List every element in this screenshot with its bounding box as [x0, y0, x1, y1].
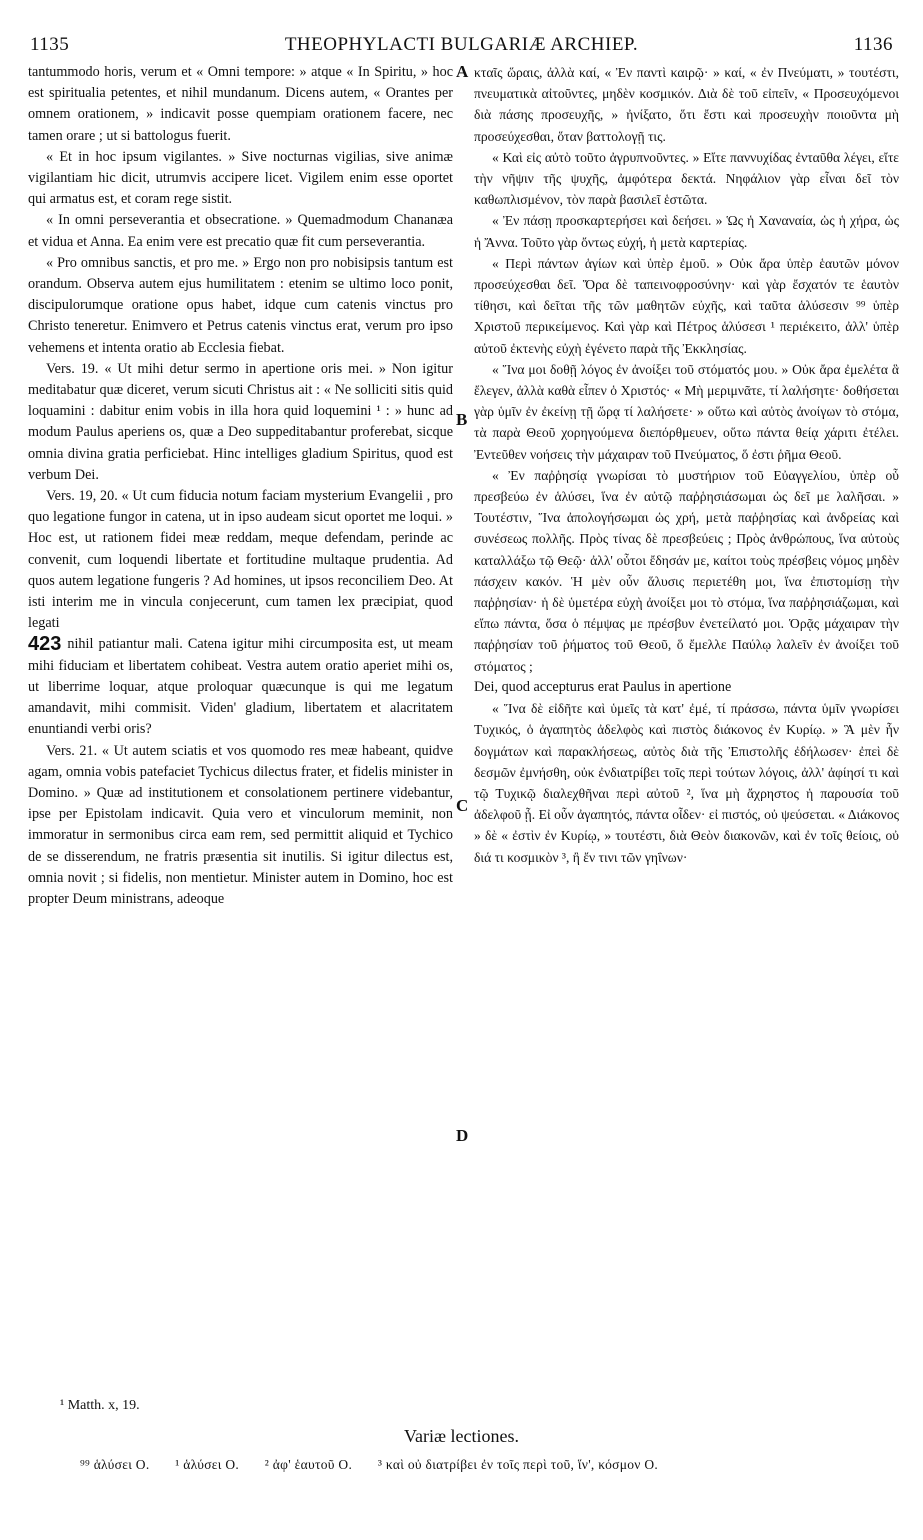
variant-reading: ⁹⁹ ἁλύσει O. — [80, 1457, 150, 1472]
page-number-left: 1135 — [30, 34, 70, 55]
section-marker-c: C — [456, 796, 469, 815]
variant-reading: ³ καὶ οὐ διατρίβει ἐν τοῖς περὶ τοῦ, ἵν', κόσμον O. — [377, 1457, 659, 1472]
variae-lectiones — [80, 1457, 680, 1473]
variae-lectiones-title: Variæ lectiones. — [404, 1426, 519, 1446]
greek-paragraph: « Περὶ πάντων ἁγίων καὶ ὑπὲρ ἐμοῦ. » Οὐκ ἄρα ὑπὲρ ἑαυτῶν μόνον προσεύχεσθαι δεῖ. Ὅρα δὲ ταπεινοφροσύνην· καὶ γὰρ ἔσχατόν τε ἑαυτὸν τίθησι, καὶ δεῖται τῆς τῶν μαθητῶν εὐχῆς, καὶ ταῦτα ἁλύσεσιν ⁹⁹ ὑπὲρ Χριστοῦ περικείμενος. Καὶ γὰρ καὶ Πέτρος ἁλύσεσι ¹ περιέκειτο, ἀλλ' ὑπὲρ αὐτοῦ ἐκτενὴς εὐχὴ ἐγένετο παρὰ τῆς Ἐκκλησίας. — [474, 255, 899, 356]
greek-paragraph: « Ἵνα δὲ εἰδῆτε καὶ ὑμεῖς τὰ κατ' ἐμέ, τί πράσσω, πάντα ὑμῖν γνωρίσει Τυχικός, ὁ ἀγαπητὸς ἀδελφὸς καὶ πιστὸς διάκονος ἐν Κυρίῳ. » Ἃ μὲν ἦν δογμάτων καὶ παρακλήσεως, αὐτὸς διὰ τῆς Ἐπιστολῆς ἐδήλωσεν· ἐπεὶ δὲ δεσμῶν ἐμνήσθη, οὐκ ἐνδιατρίβει τοῖς περὶ τούτων λόγοις, ἀλλ' ἀφίησί τι καὶ τῷ Τυχικῷ διαλεχθῆναι περὶ αὐτοῦ ², ἵνα μὴ ἄχρηστος ἡ παρουσία τοῦ ἀδελφοῦ ᾖ. Εἰ οὖν ἀγαπητός, πάντα οἶδεν· εἰ πιστός, οὐ ψεύσεται. « Διάκονος » δὲ « ἐστὶν ἐν Κυρίῳ, » τουτέστι, διὰ Θεὸν διακονῶν, καὶ ἐν τοῖς θείοις, οὐ διά τι κοσμικὸν ³, ἢ ἔν τινι τῶν γηΐνων· — [474, 701, 899, 865]
greek-paragraph: κταῖς ὥραις, ἀλλὰ καί, « Ἐν παντὶ καιρῷ· » καί, « ἐν Πνεύματι, » τουτέστι, πνευματικὰ αἰτοῦντες, μηδὲν κοσμικόν. Διὰ δὲ τοῦ εἰπεῖν, « Προσευχόμενοι διὰ πάσης προσευχῆς, » ἠνίξατο, ὅτι ἔστι καὶ προσευχὴν ποιοῦντα μὴ προσεύχεσθαι, ὅταν βαττολογῇ τις. — [474, 65, 899, 144]
greek-paragraph: « Ἐν πάσῃ προσκαρτερήσει καὶ δεήσει. » Ὡς ἡ Χαναναία, ὡς ἡ χήρα, ὡς ἡ Ἄννα. Τοῦτο γὰρ ὄντως εὐχή, ἡ μετὰ καρτερίας. — [474, 213, 899, 250]
latin-paragraph: « Pro omnibus sanctis, et pro me. » Ergo non pro nobisipsis tantum est orandum. Observa autem ejus humilitatem : etenim se ultimo loco ponit, discipulorumque oratione opus habet, idque cum catenis vinctus pro Christo teneretur. Enimvero et Petrus catenis vinctus erat, verum pro ipso vehemens et intenta oratio ab Ecclesia fiebat. — [28, 254, 453, 356]
latin-paragraph: Vers. 19. « Ut mihi detur sermo in apertione oris mei. » Non igitur meditabatur quæ diceret, verum sicuti Christus ait : « Ne solliciti sitis quid loquamini : dabitur enim vobis in illa hora quid loquemini ¹ : » hunc ad modum Paulus aperiens os, quæ a Deo suppeditabantur proferebat, sicque omnia divina gratia perficiebat. Hinc intelliges gladium Spiritus, quod est verbum Dei. — [28, 360, 453, 483]
latin-gloss-line: Dei, quod accepturus erat Paulus in apertione — [474, 678, 732, 695]
latin-paragraph: Vers. 21. « Ut autem sciatis et vos quomodo res meæ habeant, quidve agam, omnia vobis patefaciet Tychicus dilectus frater, et fidelis minister in Domino. » Quæ ad institutionem et consolationem pertinere videbantur, ipse per Epistolam indicavit. Quia vero et vinculorum meminit, non immoratur in sermonibus circa eam rem, sed permittit aliquid et Tychico de se disserendum, ne fratris præsentia sit inutilis. Si igitur dilectus est, omnia novit ; si fidelis, non mentietur. Minister autem in Domino, hoc est propter Deum ministrans, adeoque — [28, 742, 453, 907]
section-marker-a: A — [456, 62, 469, 81]
margin-column-number: 423 — [28, 633, 62, 656]
greek-column — [474, 62, 899, 868]
latin-paragraph: tantummodo horis, verum et « Omni tempore: » atque « In Spiritu, » hoc est spiritualia petentes, et nihil mundanum. Dicens autem, « Orantes per omnem orationem, » indicavit posse quempiam orationem facere, nec tamen orare ; ut si battologus fuerit. — [28, 64, 453, 144]
variant-reading: ² ἀφ' ἑαυτοῦ O. — [264, 1457, 353, 1472]
section-marker-b: B — [456, 410, 468, 429]
section-marker-d: D — [456, 1126, 469, 1145]
latin-paragraph-cont — [28, 634, 453, 740]
running-title: THEOPHYLACTI BULGARIÆ ARCHIEP. — [284, 34, 639, 55]
greek-paragraph: « Ἵνα μοι δοθῇ λόγος ἐν ἀνοίξει τοῦ στόματός μου. » Οὐκ ἄρα ἐμελέτα ἃ ἔλεγεν, ἀλλὰ καθὰ εἶπεν ὁ Χριστός· « Μὴ μεριμνᾶτε, τί λαλήσητε· δοθήσεται γὰρ ὑμῖν ἐν ἐκείνῃ τῇ ὥρᾳ τί λαλήσετε· » οὕτω καὶ αὐτὸς ἀνοίγων τὸ στόμα, τὰ παρὰ Θεοῦ χορηγούμενα διεπόρθμευεν, οὕτω πάντα θείᾳ χάριτι ἐτέλει. Ἐντεῦθεν νοήσεις τὴν μάχαιραν τοῦ Πνεύματος, ὅ ἐστι ῥῆμα Θεοῦ. — [474, 361, 899, 462]
greek-paragraph: « Καὶ εἰς αὐτὸ τοῦτο ἀγρυπνοῦντες. » Εἴτε παννυχίδας ἐνταῦθα λέγει, εἴτε τὴν νῆψιν τῆς ψυχῆς, ἀμφότερα δεκτά. Νηφάλιον γὰρ εἶναι δεῖ τὸν καθωπλισμένον, τὸν παρὰ βασιλεῖ ἑστῶτα. — [474, 149, 899, 208]
footnote: ¹ Matth. x, 19. — [60, 1398, 140, 1413]
latin-paragraph: « In omni perseverantia et obsecratione. » Quemadmodum Chananæa et vidua et Anna. Ea enim vere est precatio quæ fit cum perseverantia. — [28, 212, 453, 250]
latin-paragraph-text: nihil patiantur mali. Catena igitur mihi circumposita est, ut meam mihi fiduciam et libertatem cohibeat. Vestra autem oratio aperiet mihi os, ut liberrime loquar, atque proloquar quæcunque is qui me legatum amandavit, mihi commisit. Viden' gladium, libertatem et alacritatem enuntiandi verbi oris? — [28, 636, 453, 738]
latin-paragraph: « Et in hoc ipsum vigilantes. » Sive nocturnas vigilias, sive animæ vigilantiam hic dicit, utrumvis accipere licet. Vigilem enim esse oportet qui armatus est, et coram rege sistit. — [28, 148, 453, 208]
running-header — [30, 34, 893, 58]
latin-paragraph: Vers. 19, 20. « Ut cum fiducia notum faciam mysterium Evangelii , pro quo legatione fungor in catena, ut in ipso audeam sicut oportet me loqui. » Hoc est, ut rationem fidei meæ reddam, meque defendam, perinde ac convenit, cum loquendi libertate et fortitudine multaque prudentia. Ad quos autem legatione fungeris ? Ad homines, ut ipsos reconciliem Deo. At isti interim me in vincula conjecerunt, cum tamen lex præcipiat, quod legati — [28, 488, 453, 632]
page-number-right: 1136 — [853, 34, 893, 55]
latin-column — [28, 62, 453, 910]
greek-paragraph: « Ἐν παῤῥησίᾳ γνωρίσαι τὸ μυστήριον τοῦ Εὐαγγελίου, ὑπὲρ οὗ πρεσβεύω ἐν ἁλύσει, ἵνα ἐν αὐτῷ παῤῥησιάσωμαι ὡς δεῖ με λαλῆσαι. » Τουτέστιν, Ἵνα ἀπολογήσωμαι ὡς χρή, μετὰ παῤῥησίας καὶ ἀνδρείας καὶ συνέσεως πολλῆς. Πρὸς τίνας δὲ πρεσβεύεις ; Πρὸς ἀνθρώπους, ἵνα αὐτοὺς καταλλάξω τῷ Θεῷ· ἀλλ' οὗτοι ἔδησάν με, καίτοι τοὺς πρέσβεις νόμος μηδὲν πάσχειν κακόν. Ἡ μὲν οὖν ἅλυσις περιετέθη μοι, ἵνα ἐπιστομίσῃ τὴν παῤῥησίαν· ἡ δὲ ὑμετέρα εὐχὴ ἀνοίξει μοι τὸ στόμα, ἵνα παῤῥησιάζωμαι, καὶ εἴπω πάντα, ὅσα ὁ πέμψας με πρέσβυν ἐνετείλατό μοι. Ὁρᾷς μάχαιραν τὴν παῤῥησίαν τοῦ ῥήματος τοῦ Θεοῦ, ὅ ἔμελλε Παύλῳ λαλεῖν ἐν ἀνοίξει τοῦ στόματος ; — [474, 467, 899, 674]
variant-reading: ¹ ἁλύσει O. — [175, 1457, 240, 1472]
